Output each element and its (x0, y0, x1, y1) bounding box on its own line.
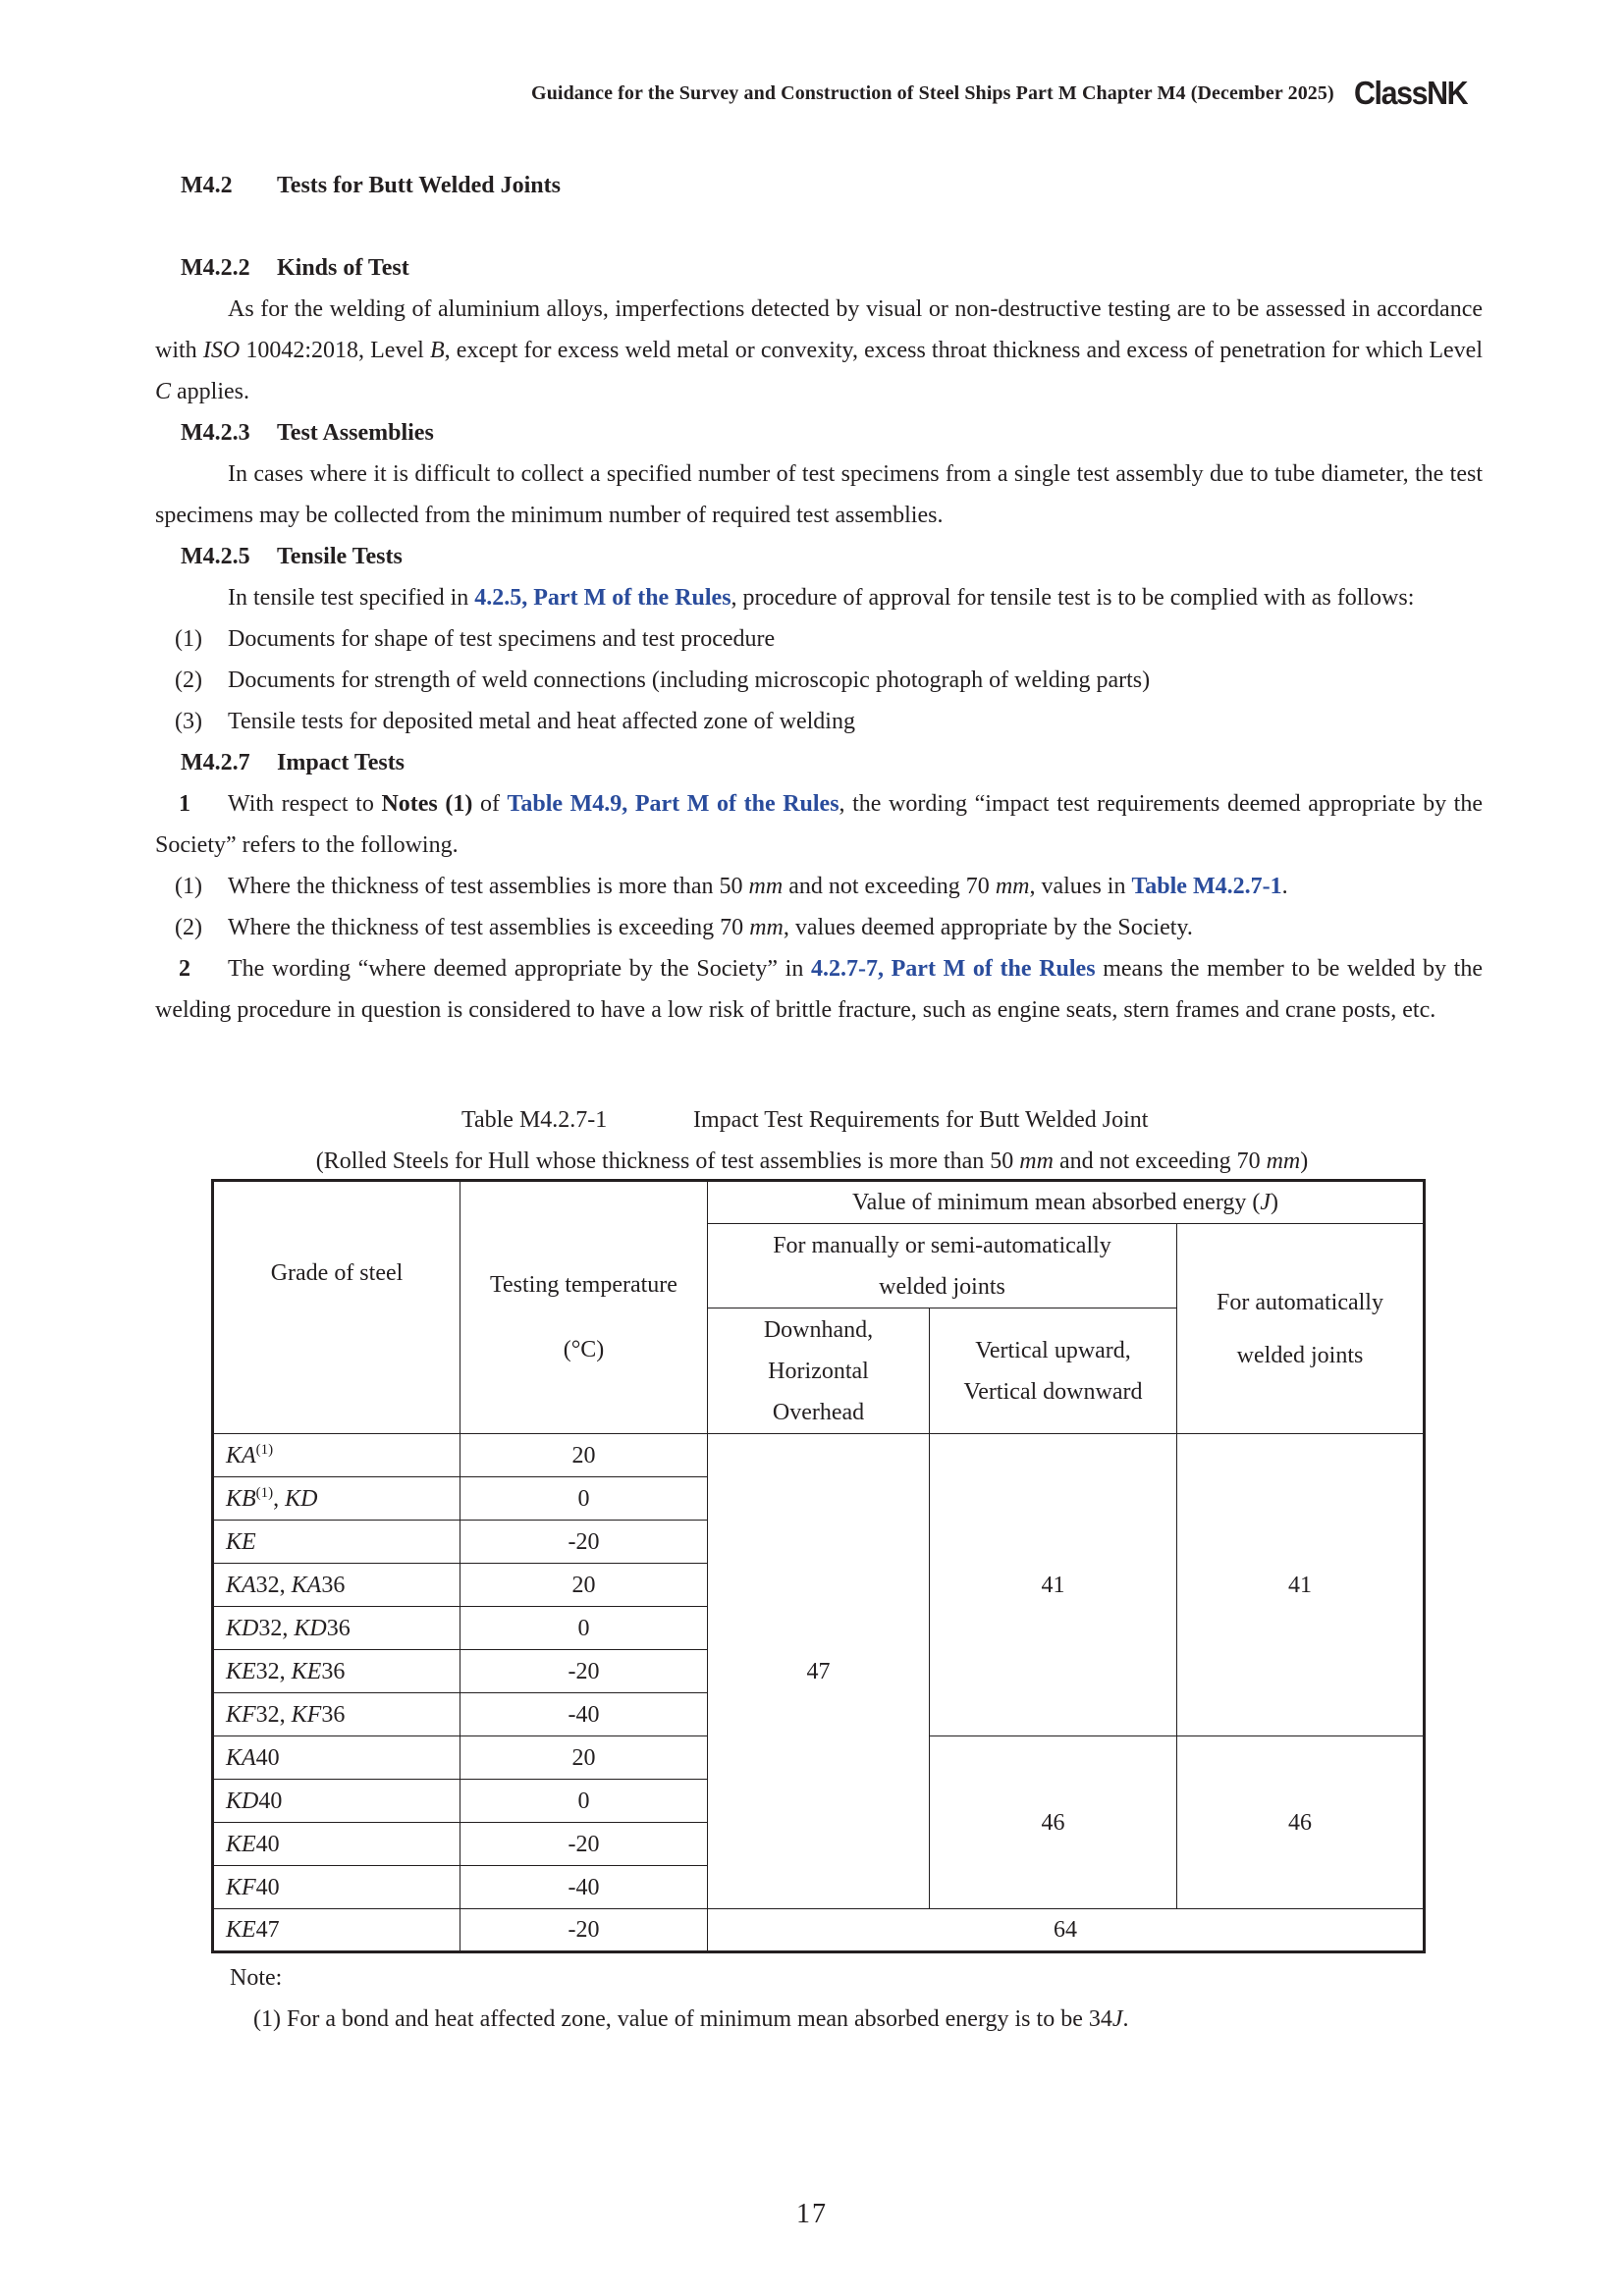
table-row-grade: KF32, KF36 (213, 1693, 460, 1736)
header-grade: Grade of steel (213, 1181, 460, 1434)
table-row-grade: KE47 (213, 1909, 460, 1952)
table-caption-title: Impact Test Requirements for Butt Welded Joint (693, 1107, 1149, 1133)
table-link[interactable]: Table M4.2.7-1 (1131, 874, 1282, 899)
paragraph: 2 The wording “where deemed appropriate by the Society” in 4.2.7-7, Part M of the Rules means the member to be welded by the welding procedure in question is considered to have a low risk of brittle fracture, such as engine seats, stern frames and crane posts, etc. (155, 948, 1483, 1031)
header-title: Guidance for the Survey and Construction of Steel Ships Part M Chapter M4 (December 2025) (531, 81, 1334, 104)
table-row-grade: KE32, KE36 (213, 1650, 460, 1693)
subsection-heading (155, 536, 1483, 577)
value-automatic-a: 41 (1177, 1434, 1425, 1736)
page-number: 17 (796, 2199, 828, 2229)
subsection-title: Test Assemblies (277, 420, 434, 446)
paragraph: In cases where it is difficult to collect a specified number of test specimens from a single test assembly due to tube diameter, the test specimens may be collected from the minimum number of required test assemblies. (155, 461, 1483, 528)
value-vertical-a: 41 (930, 1434, 1177, 1736)
subsection-number: M4.2.5 (181, 544, 250, 569)
table-row-temp: -20 (460, 1909, 708, 1952)
subsection-number: M4.2.2 (181, 255, 250, 281)
impact-test-table (211, 1179, 1426, 1953)
table-row-temp: -20 (460, 1650, 708, 1693)
table-row-grade: KA$^{(1)}$ (213, 1434, 460, 1477)
table-row-temp: 20 (460, 1564, 708, 1607)
table-row-temp: 20 (460, 1736, 708, 1780)
note-text: (1) For a bond and heat affected zone, value of minimum mean absorbed energy is to be 34J. (253, 2006, 1129, 2032)
table-row-grade: KD32, KD36 (213, 1607, 460, 1650)
classnk-logo: ClassNK (1353, 75, 1467, 111)
subsection-title: Kinds of Test (277, 255, 409, 281)
header-manual: For manually or semi-automatically welded joints (708, 1224, 1177, 1308)
section-number: M4.2 (181, 173, 233, 198)
table-row-temp: -20 (460, 1823, 708, 1866)
subsection-number: M4.2.3 (181, 420, 250, 446)
table-row-temp: -40 (460, 1693, 708, 1736)
section-title: Tests for Butt Welded Joints (277, 173, 561, 198)
list-item: (3) Tensile tests for deposited metal and heat affected zone of welding (175, 709, 855, 734)
subsection-heading (155, 742, 1483, 783)
header-vertical: Vertical upward, Vertical downward (930, 1308, 1177, 1434)
table-row-temp: 0 (460, 1607, 708, 1650)
list-item: (1) Where the thickness of test assemblies is more than 50 mm and not exceeding 70 mm, values in Table M4.2.7-1. (175, 874, 1288, 899)
table-row-grade: KA32, KA36 (213, 1564, 460, 1607)
body-content (155, 165, 1483, 1031)
table-row-grade: KD40 (213, 1780, 460, 1823)
paragraph: 1 With respect to Notes (1) of Table M4.9, Part M of the Rules, the wording “impact test requirements deemed appropriate by the Society” refers to the following. (155, 783, 1483, 866)
table-row-temp: -40 (460, 1866, 708, 1909)
page-header (531, 75, 1477, 112)
note-label: Note: (230, 1965, 283, 1991)
table-caption-id: Table M4.2.7-1 (461, 1107, 608, 1133)
rule-link[interactable]: 4.2.5, Part M of the Rules (474, 585, 731, 611)
value-vertical-b: 46 (930, 1736, 1177, 1909)
paragraph: In tensile test specified in 4.2.5, Part M of the Rules, procedure of approval for tensile test is to be complied with as follows: (228, 585, 1415, 611)
list-item: (2) Documents for strength of weld connections (including microscopic photograph of welding parts) (175, 667, 1151, 693)
subsection-title: Impact Tests (277, 750, 406, 775)
table-row-temp: 0 (460, 1780, 708, 1823)
table-row-grade: KE40 (213, 1823, 460, 1866)
rule-link[interactable]: 4.2.7-7, Part M of the Rules (811, 956, 1096, 982)
header-energy: Value of minimum mean absorbed energy (J) (708, 1181, 1425, 1224)
value-automatic-b: 46 (1177, 1736, 1425, 1909)
table-row-temp: -20 (460, 1521, 708, 1564)
table-row-temp: 20 (460, 1434, 708, 1477)
rule-link[interactable]: Table M4.9, Part M of the Rules (507, 791, 839, 817)
paragraph-number: 1 (179, 791, 190, 817)
section-heading (155, 165, 1483, 206)
table-row-temp: 0 (460, 1477, 708, 1521)
subsection-heading (155, 247, 1483, 289)
table-row-grade: KE (213, 1521, 460, 1564)
value-downhand: 47 (708, 1434, 930, 1909)
paragraph-number: 2 (179, 956, 190, 982)
header-automatic: For automatically welded joints (1177, 1224, 1425, 1434)
list-item: (2) Where the thickness of test assemblies is exceeding 70 mm, values deemed appropriate by the Society. (175, 915, 1193, 940)
subsection-heading (155, 412, 1483, 454)
list-item: (1) Documents for shape of test specimens and test procedure (175, 626, 776, 652)
table-row-grade: KB$^{(1)}$, KD (213, 1477, 460, 1521)
subsection-title: Tensile Tests (277, 544, 403, 569)
subsection-number: M4.2.7 (181, 750, 250, 775)
table-row-grade: KA40 (213, 1736, 460, 1780)
header-downhand: Downhand, Horizontal Overhead (708, 1308, 930, 1434)
value-ke47: 64 (708, 1909, 1425, 1952)
header-temperature: Testing temperature (°C) (460, 1181, 708, 1434)
paragraph: As for the welding of aluminium alloys, imperfections detected by visual or non-destructive testing are to be assessed in accordance with ISO 10042:2018, Level B, except for excess weld metal or convexity, excess throat thickness and excess of penetration for which Level C applies. (155, 296, 1483, 404)
table-caption-subtitle: (Rolled Steels for Hull whose thickness of test assemblies is more than 50 mm and not exceeding 70 mm) (315, 1148, 1309, 1174)
table-row-grade: KF40 (213, 1866, 460, 1909)
